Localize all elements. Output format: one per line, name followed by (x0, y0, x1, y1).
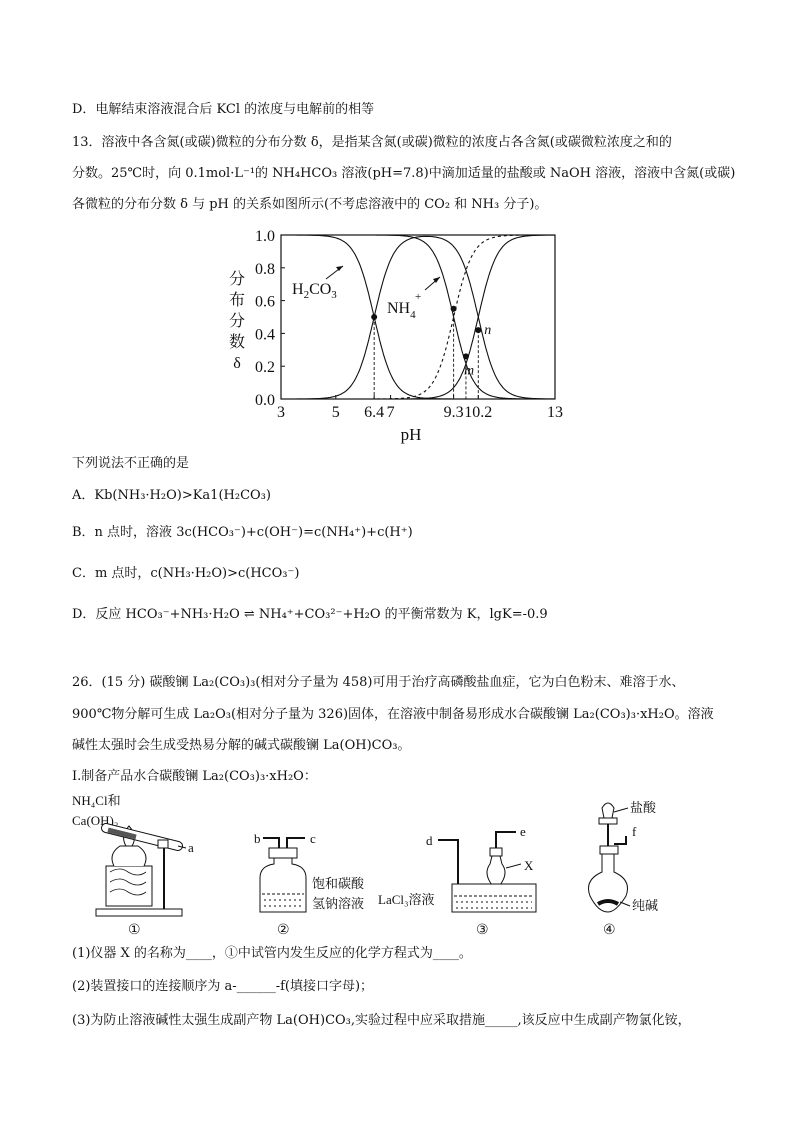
q13-question: 下列说法不正确的是 (72, 456, 190, 471)
xtick-label: 6.4 (364, 404, 385, 421)
q12-option-d: D．电解结束溶液混合后 KCl 的浓度与电解前的相等 (72, 102, 375, 117)
xtick-label: 3 (277, 404, 285, 421)
svg-text:b: b (254, 831, 261, 846)
point-3 (463, 353, 469, 359)
point-0 (371, 314, 377, 320)
q13-option-c: C．m 点时，c(NH₃·H₂O)>c(HCO₃⁻) (72, 566, 300, 581)
svg-text:Ca(OH)₂: Ca(OH)₂ (72, 813, 119, 828)
ylabel-char: 分 (228, 313, 246, 330)
svg-text:②: ② (277, 922, 290, 938)
chart-ticks (255, 228, 563, 421)
q26-sub3: (3)为防止溶液碱性太强生成副产物 La(OH)CO₃,实验过程中应采取措施_____,该反应中生成副产物氯化铵， (72, 1013, 691, 1028)
point-2 (475, 327, 481, 333)
svg-text:③: ③ (476, 922, 489, 938)
svg-text:+: + (415, 291, 422, 303)
xtick-label: 7 (386, 404, 395, 421)
svg-text:X: X (524, 858, 534, 873)
distribution-chart (215, 222, 575, 447)
svg-text:f: f (632, 824, 637, 839)
ylabel-char: 数 (228, 334, 246, 351)
ylabel-char: 布 (228, 292, 246, 309)
apparatus-2 (254, 831, 365, 938)
series-h2co3 (281, 235, 555, 399)
point-label-n: n (484, 323, 492, 339)
svg-text:a: a (188, 840, 194, 855)
ytick-label: 0.0 (255, 392, 275, 409)
label-nh4 (387, 277, 440, 321)
xtick-label: 9.3 (443, 404, 464, 421)
q13-option-a: A．Kb(NH₃·H₂O)>Ka1(H₂CO₃) (72, 488, 271, 503)
q13-option-b: B．n 点时，溶液 3c(HCO₃⁻)+c(OH⁻)=c(NH₄⁺)+c(H⁺) (72, 525, 413, 540)
ylabel-char: δ (233, 355, 241, 372)
q26-line3: 碱性太强时会生成受热易分解的碱式碳酸镧 La(OH)CO₃。 (72, 738, 411, 753)
ylabel-char: 分 (228, 271, 246, 288)
ytick-label: 1.0 (255, 228, 275, 245)
svg-text:d: d (426, 833, 433, 848)
apparatus-1 (72, 793, 194, 938)
ylabel (229, 270, 245, 372)
q13-option-d: D．反应 HCO₃⁻+NH₃·H₂O ⇌ NH₄⁺+CO₃²⁻+H₂O 的平衡常数为 K，lgK=-0.9 (72, 607, 548, 622)
ytick-label: 0.2 (255, 359, 275, 377)
q13-stem-line3: 各微粒的分布分数 δ 与 pH 的关系如图所示(不考虑溶液中的 CO₂ 和 NH₃ 分子)。 (72, 197, 548, 212)
point-1 (451, 306, 457, 312)
q26-line1: 26．(15 分) 碳酸镧 La₂(CO₃)₃(相对分子量为 458)可用于治疗高磷酸盐血症，它为白色粉末、难溶于水、 (72, 675, 685, 690)
svg-text:NH₄Cl和: NH₄Cl和 (72, 793, 121, 808)
q26-section-title: I.制备产品水合碳酸镧 La₂(CO₃)₃·xH₂O： (72, 769, 317, 784)
svg-text:LaCl₃溶液: LaCl₃溶液 (378, 892, 435, 907)
ytick-label: 0.8 (255, 260, 275, 278)
apparatus-4 (589, 800, 659, 938)
svg-text:H2CO3: $H_2CO_3$ (292, 281, 337, 301)
svg-text:e: e (520, 824, 526, 839)
plot-frame (281, 235, 555, 399)
chart-curves (281, 235, 555, 399)
chart-marks (371, 306, 491, 399)
apparatus-diagram (66, 788, 686, 940)
apparatus-3 (378, 824, 536, 938)
svg-text:①: ① (128, 922, 141, 938)
svg-text:④: ④ (603, 922, 616, 938)
svg-text:纯碱: 纯碱 (632, 899, 659, 914)
xtick-label: 10.2 (464, 404, 493, 421)
ytick-label: 0.4 (255, 326, 275, 344)
xtick-label: 13 (547, 404, 563, 421)
q13-stem-line1: 13．溶液中各含氮(或碳)微粒的分布分数 δ，是指某含氮(或碳)微粒的浓度占各含氮(或碳微粒浓度之和的 (72, 135, 672, 150)
ytick-label: 0.6 (255, 293, 275, 311)
q26-line2: 900℃物分解可生成 La₂O₃(相对分子量为 326)固体，在溶液中制备易形成水合碳酸镧 La₂(CO₃)₃·xH₂O。溶液 (72, 707, 714, 722)
q26-sub1: (1)仪器 X 的名称为____，①中试管内发生反应的化学方程式为____。 (72, 946, 472, 961)
svg-text:饱和碳酸: 饱和碳酸 (312, 877, 365, 892)
svg-text:盐酸: 盐酸 (630, 801, 657, 816)
svg-text:c: c (310, 831, 316, 846)
q13-stem-line2: 分数。25℃时，向 0.1mol·L⁻¹的 NH₄HCO₃ 溶液(pH=7.8)中滴加适量的盐酸或 NaOH 溶液，溶液中含氮(或碳) (72, 166, 736, 181)
svg-text:NH4: $NH_4$ (387, 300, 416, 321)
svg-text:氢钠溶液: 氢钠溶液 (312, 897, 365, 912)
q26-sub2: (2)装置接口的连接顺序为 a-______-f(填接口字母)； (72, 979, 374, 994)
series-hco3- (281, 236, 555, 399)
xtick-label: 5 (331, 404, 340, 421)
series-nh4- (281, 235, 555, 399)
series-co3-2- (281, 235, 555, 399)
label-h2co3 (292, 266, 343, 301)
point-label-m: m (463, 363, 475, 379)
xlabel: pH (400, 425, 422, 444)
series-nh3-h2o (281, 235, 555, 399)
